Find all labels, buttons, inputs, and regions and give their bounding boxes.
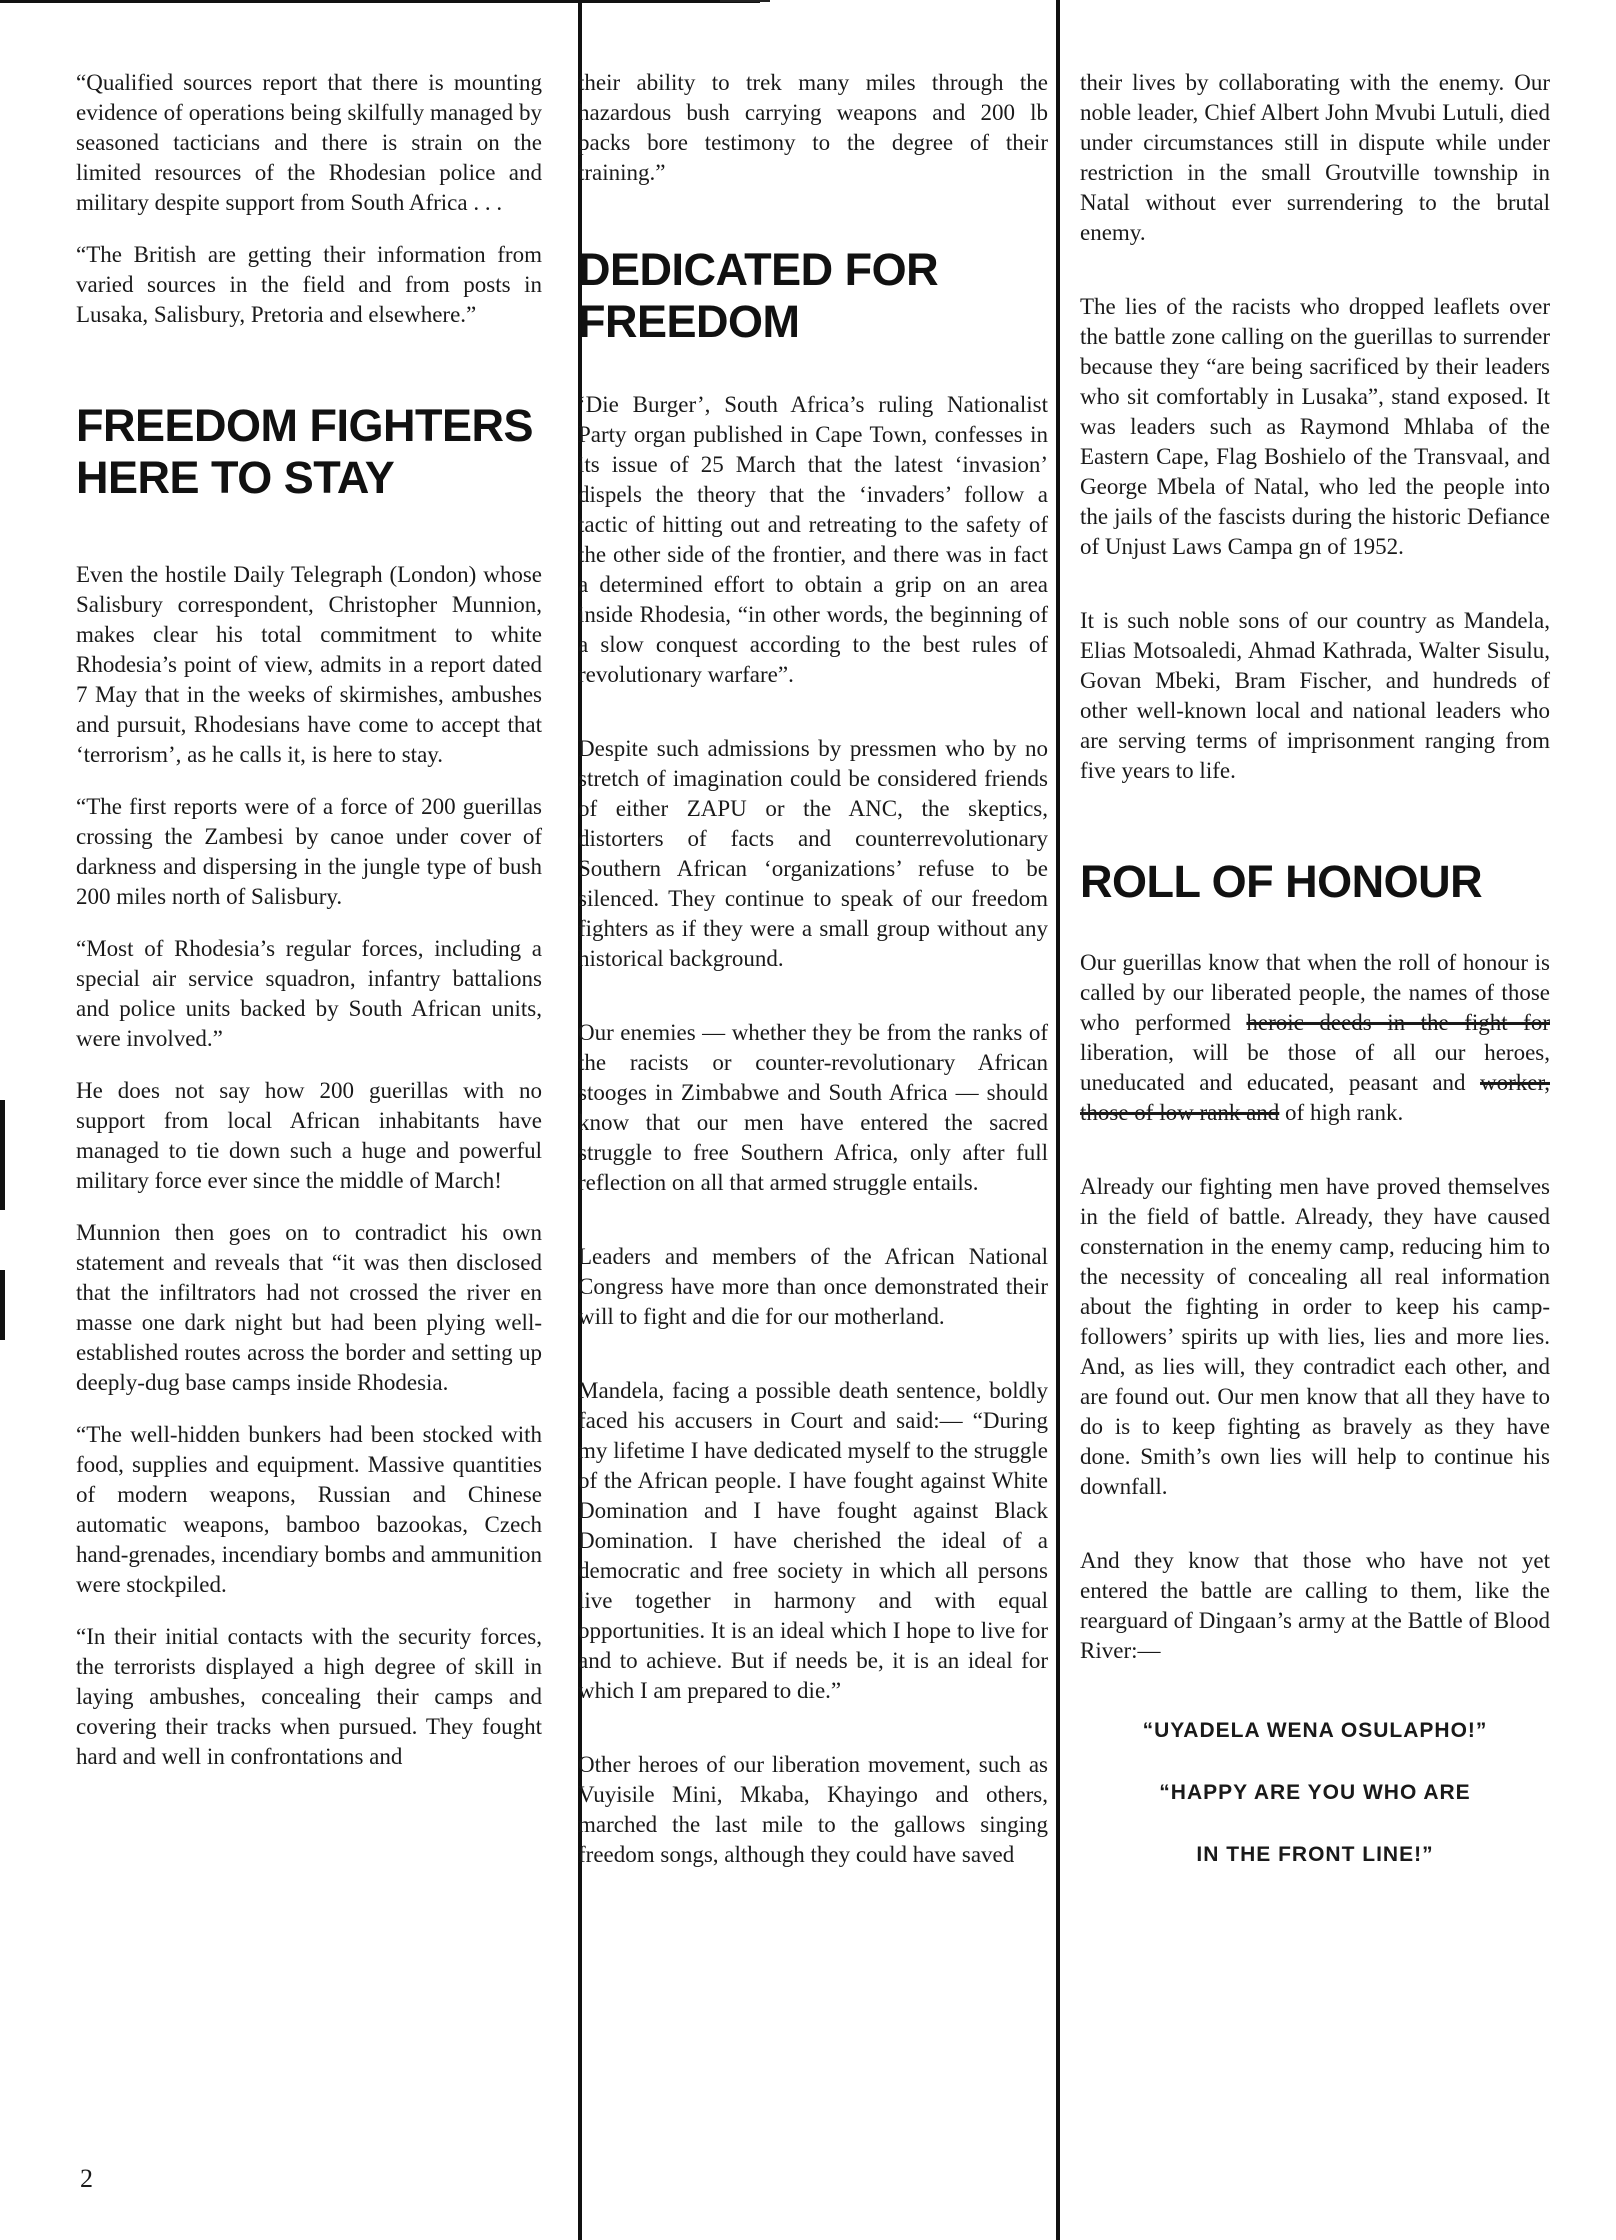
paragraph: Even the hostile Daily Telegraph (London) whose Salisbury correspondent, Christopher Munnion, makes clear his total commitment to white Rhodesia’s point of view, admits in a report dated 7 May that in the weeks of skirmishes, ambushes and pursuit, Rhodesians have come to accept that ‘terrorism’, as he calls it, is here to stay. — [76, 562, 542, 767]
closing-quote-3: IN THE FRONT LINE!” — [1196, 1843, 1434, 1866]
paragraph: their lives by collaborating with the enemy. Our noble leader, Chief Albert John Mvubi Lutuli, died under circumstances still in dispute while under restriction in the small Groutville township in Natal without ever surrendering to the brutal enemy. — [1080, 70, 1550, 245]
paragraph: Munnion then goes on to contradict his own statement and reveals that “it was then disclosed that the infiltrators had not crossed the river en masse one dark night but had been plying well-established routes across the border and setting up deeply-dug base camps inside Rhodesia. — [76, 1220, 542, 1395]
section-heading: FREEDOM FIGHTERS HERE TO STAY — [76, 400, 534, 503]
paragraph: He does not say how 200 guerillas with no support from local African inhabitants have managed to tie down such a huge and powerful military force ever since the middle of March! — [76, 1078, 542, 1193]
struck-text: heroic deeds in the fight for — [1246, 1010, 1550, 1035]
paragraph: Leaders and members of the African National Congress have more than once demonstrated their will to fight and die for our motherland. — [578, 1244, 1048, 1329]
paragraph: Our enemies — whether they be from the ranks of the racists or counter-revolutionary African stooges in Zimbabwe and South Africa — should know that our men have entered the sacred struggle to free Southern Africa, only after full reflection on all that armed struggle entails. — [578, 1020, 1048, 1195]
paragraph: Already our fighting men have proved themselves in the field of battle. Already, they have caused consternation in the enemy camp, reducing him to the necessity of concealing all real information about the fighting in order to keep his camp-followers’ spirits up with lies, lies and more lies. And, as lies will, they contradict each other, and are found out. Our men know that all they have to do is to keep fighting as bravely as they have done. Smith’s own lies will help to continue his downfall. — [1080, 1174, 1550, 1499]
paragraph: “In their initial contacts with the security forces, the terrorists displayed a high degree of skill in laying ambushes, concealing their camps and covering their tracks when pursued. They fought hard and well in confrontations and — [76, 1624, 542, 1769]
text-run: liberation, will be those of all our heroes, uneducated and educated, peasant and — [1080, 1040, 1550, 1095]
text-run: of high rank. — [1279, 1100, 1404, 1125]
text-run: Our guerillas know that when the roll of honour is called by our liberated people, the names of those who performed — [1080, 950, 1550, 1035]
top-rule — [0, 0, 760, 3]
page-number: 2 — [80, 2164, 93, 2193]
struck-text: worker, those of low rank and — [1080, 1070, 1550, 1125]
binding-mark — [0, 1270, 5, 1340]
paragraph: their ability to trek many miles through the hazardous bush carrying weapons and 200 lb packs bore testimony to the degree of their training.” — [578, 70, 1048, 185]
column-divider-2 — [1056, 0, 1060, 2240]
section-heading: ROLL OF HONOUR — [1080, 856, 1483, 907]
paragraph: It is such noble sons of our country as Mandela, Elias Motsoaledi, Ahmad Kathrada, Walter Sisulu, Govan Mbeki, Bram Fischer, and hundreds of other well-known local and national leaders who are serving terms of imprisonment ranging from five years to life. — [1080, 608, 1550, 783]
paragraph: ‘Die Burger’, South Africa’s ruling Nationalist Party organ published in Cape Town, confesses in its issue of 25 March that the latest ‘invasion’ dispels the theory that the ‘invaders’ follow a tactic of hitting out and retreating to the safety of the other side of the frontier, and there was in fact a determined effort to obtain a grip on an area inside Rhodesia, “in other words, the beginning of a slow conquest according to the best rules of revolutionary warfare”. — [578, 392, 1048, 687]
column-2 — [578, 68, 1048, 1870]
paragraph: Mandela, facing a possible death sentence, boldly faced his accusers in Court and said:— “During my lifetime I have dedicated myself to the struggle of the African people. I have fought against White Domination and I have fought against Black Domination. I have cherished the ideal of a democratic and free society in which all persons live together in harmony and with equal opportunities. It is an ideal which I hope to live for and to achieve. But if needs be, it is an ideal for which I am prepared to die.” — [578, 1378, 1048, 1703]
closing-quote-1: “UYADELA WENA OSULAPHO!” — [1142, 1719, 1488, 1742]
column-3 — [1080, 68, 1550, 1870]
top-rule-mark — [720, 0, 770, 2]
paragraph: “Qualified sources report that there is mounting evidence of operations being skilfully managed by seasoned tacticians and there is strain on the limited resources of the Rhodesian police and military despite support from South Africa . . . — [76, 70, 542, 215]
paragraph: “The well-hidden bunkers had been stocked with food, supplies and equipment. Massive quantities of modern weapons, Russian and Chinese automatic weapons, bamboo bazookas, Czech hand-grenades, incendiary bombs and ammunition were stockpiled. — [76, 1422, 542, 1597]
paragraph: The lies of the racists who dropped leaflets over the battle zone calling on the guerillas to surrender because they “are being sacrificed by their leaders who sit comfortably in Lusaka”, stand exposed. It was leaders such as Raymond Mhlaba of the Eastern Cape, Flag Boshielo of the Transvaal, and George Mbela of Natal, who led the people into the jails of the fascists during the historic Defiance of Unjust Laws Campa gn of 1952. — [1080, 294, 1550, 559]
column-1 — [76, 68, 542, 1772]
paragraph: And they know that those who have not yet entered the battle are calling to them, like the rearguard of Dingaan’s army at the Battle of Blood River:— — [1080, 1548, 1550, 1663]
paragraph: Other heroes of our liberation movement, such as Vuyisile Mini, Mkaba, Khayingo and others, marched the last mile to the gallows singing freedom songs, although they could have saved — [578, 1752, 1048, 1867]
paragraph: “The first reports were of a force of 200 guerillas crossing the Zambesi by canoe under cover of darkness and dispersing in the jungle type of bush 200 miles north of Salisbury. — [76, 794, 542, 909]
binding-mark — [0, 1100, 5, 1210]
section-heading: DEDICATED FOR FREEDOM — [578, 244, 939, 347]
closing-quote-2: “HAPPY ARE YOU WHO ARE — [1159, 1781, 1471, 1804]
paragraph: “Most of Rhodesia’s regular forces, including a special air service squadron, infantry battalions and police units backed by South African units, were involved.” — [76, 936, 542, 1051]
paragraph — [1080, 948, 1550, 1128]
paragraph: “The British are getting their information from varied sources in the field and from posts in Lusaka, Salisbury, Pretoria and elsewhere.” — [76, 242, 542, 327]
paragraph: Despite such admissions by pressmen who by no stretch of imagination could be considered friends of either ZAPU or the ANC, the skeptics, distorters of facts and counterrevolutionary Southern African ‘organizations’ refuse to be silenced. They continue to speak of our freedom fighters as if they were a small group without any historical background. — [578, 736, 1048, 971]
